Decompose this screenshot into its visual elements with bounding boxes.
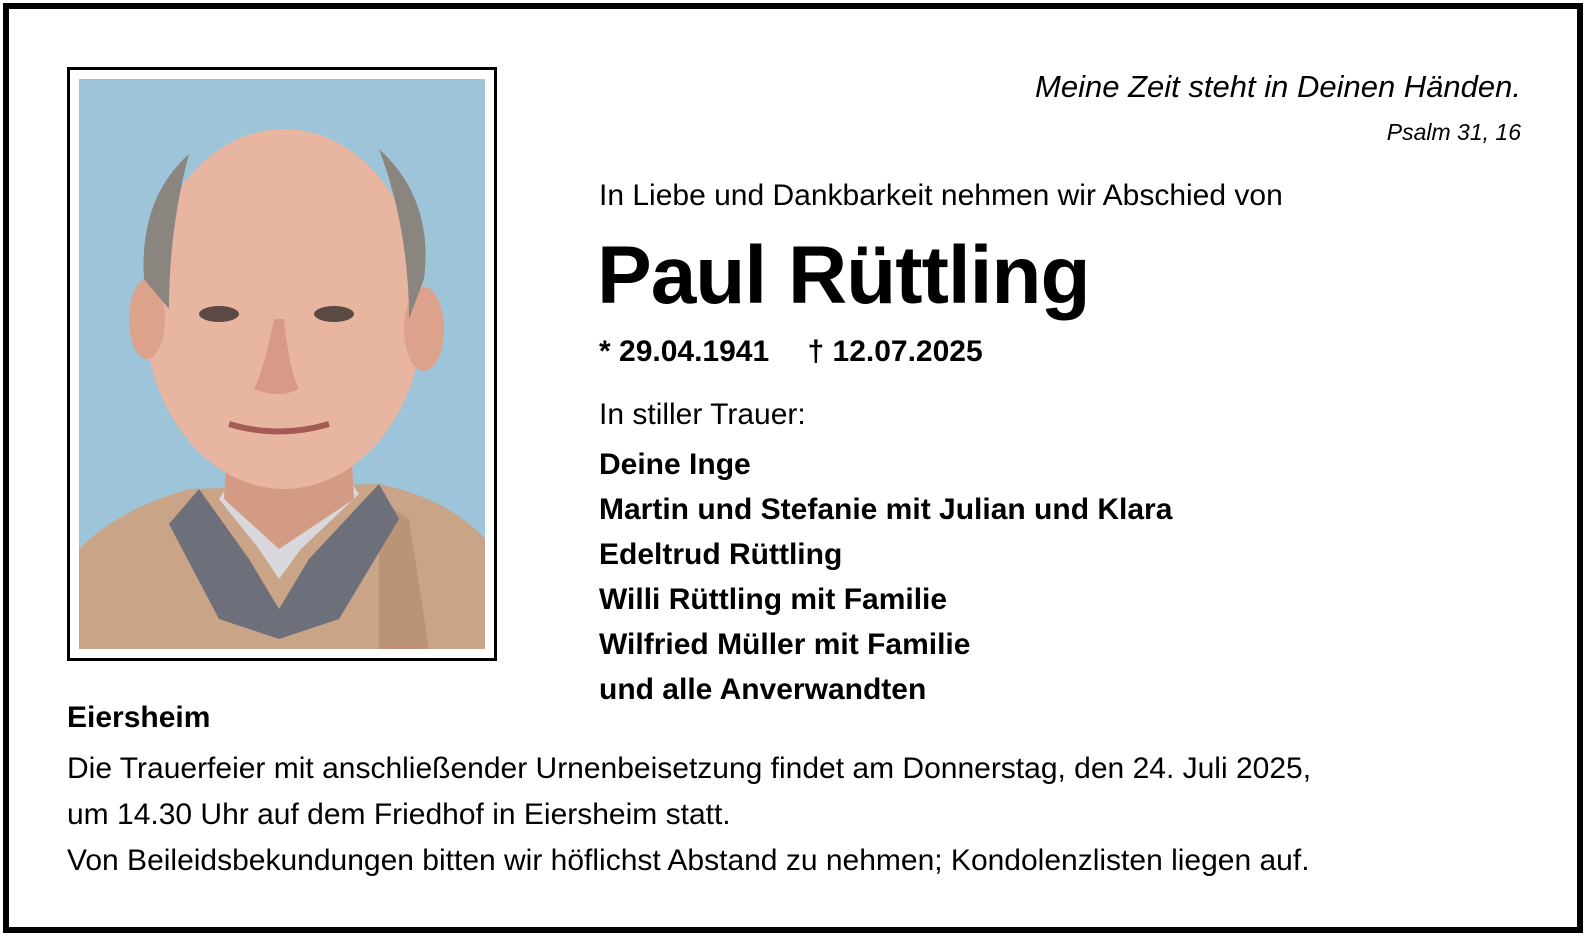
scripture-quote: Meine Zeit steht in Deinen Händen. [1035, 69, 1521, 104]
portrait-frame [67, 67, 497, 661]
mourner-item: Willi Rüttling mit Familie [599, 583, 948, 616]
notice-line: Von Beileidsbekundungen bitten wir höflichst Abstand zu nehmen; Kondolenzlisten liegen auf. [67, 844, 1310, 877]
mourning-label: In stiller Trauer: [599, 398, 806, 431]
location: Eiersheim [67, 701, 211, 734]
mourner-item: Edeltrud Rüttling [599, 538, 843, 571]
scripture-reference: Psalm 31, 16 [1386, 119, 1521, 145]
birth-date: * 29.04.1941 [599, 335, 770, 368]
farewell-intro: In Liebe und Dankbarkeit nehmen wir Abschied von [599, 179, 1283, 212]
funeral-notice [67, 746, 1557, 884]
notice-line: Die Trauerfeier mit anschließender Urnenbeisetzung findet am Donnerstag, den 24. Juli 2025, [67, 752, 1312, 785]
notice-line: um 14.30 Uhr auf dem Friedhof in Eiersheim statt. [67, 798, 731, 831]
mourner-item: Deine Inge [599, 448, 751, 481]
mourner-item: Martin und Stefanie mit Julian und Klara [599, 493, 1173, 526]
mourner-item: und alle Anverwandten [599, 673, 927, 706]
deceased-name: Paul Rüttling [597, 230, 1090, 321]
death-date: † 12.07.2025 [807, 335, 983, 368]
mourner-item: Wilfried Müller mit Familie [599, 628, 971, 661]
mourners-list [599, 442, 1172, 712]
portrait-photo [79, 79, 485, 649]
obituary-card [3, 3, 1583, 933]
life-dates [599, 335, 983, 369]
